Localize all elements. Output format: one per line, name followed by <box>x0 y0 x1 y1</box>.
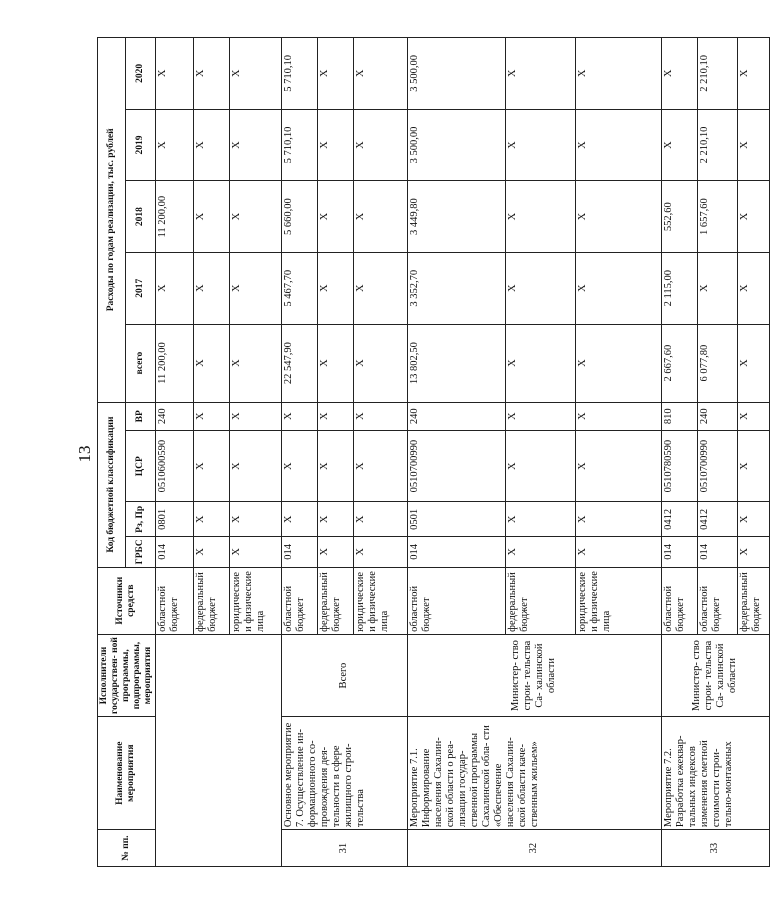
header-2019: 2019 <box>125 109 155 181</box>
value-grbs: 014 <box>661 537 697 567</box>
value-y2020: Х <box>155 38 193 110</box>
table-row <box>407 38 505 867</box>
value-grbs: Х <box>575 537 661 567</box>
value-grbs: Х <box>737 537 769 567</box>
value-y2017: 3 352,70 <box>407 252 505 324</box>
continuation-blank <box>155 634 281 866</box>
value-csr: Х <box>229 430 281 502</box>
value-y2019: Х <box>193 109 229 181</box>
value-total: Х <box>505 324 575 402</box>
source-cell: юридические и физические лица <box>353 567 407 634</box>
value-csr: Х <box>737 430 769 502</box>
value-vr: Х <box>737 402 769 430</box>
value-total: 6 077,80 <box>697 324 737 402</box>
executor-cell: Министер- ство строи- тельства Са- халинской области <box>407 634 661 716</box>
value-vr: Х <box>193 402 229 430</box>
value-total: Х <box>229 324 281 402</box>
value-total: 11 200,00 <box>155 324 193 402</box>
table-row <box>155 38 193 867</box>
value-y2018: Х <box>737 181 769 253</box>
source-cell: федеральный бюджет <box>737 567 769 634</box>
value-rzpr: 0412 <box>697 502 737 537</box>
source-cell: областной бюджет <box>661 567 697 634</box>
value-csr: 0510780590 <box>661 430 697 502</box>
value-y2020: Х <box>575 38 661 110</box>
budget-table <box>97 37 770 867</box>
value-rzpr: Х <box>281 502 317 537</box>
source-cell: областной бюджет <box>281 567 317 634</box>
header-2018: 2018 <box>125 181 155 253</box>
value-y2019: Х <box>317 109 353 181</box>
executor-cell: Министер- ство строи- тельства Са- халинской области <box>661 634 769 716</box>
source-cell: областной бюджет <box>407 567 505 634</box>
header-2020: 2020 <box>125 38 155 110</box>
value-y2018: Х <box>317 181 353 253</box>
measure-name: Мероприятие 7.1. Информирование населения Сахалин- ской области о реа- лизации государ- ственной программы Сахалинской обла- сти «Обеспечение населения Сахалин- ской области каче- ственным жильем» <box>407 717 661 830</box>
value-y2017: Х <box>575 252 661 324</box>
header-grbs: ГРБС <box>125 537 155 567</box>
value-csr: Х <box>353 430 407 502</box>
value-y2019: Х <box>155 109 193 181</box>
value-y2019: Х <box>353 109 407 181</box>
value-y2020: 3 500,00 <box>407 38 505 110</box>
header-executor: Исполнители государствен- ной программы, подпрограммы, мероприятия <box>98 634 156 716</box>
value-y2017: Х <box>697 252 737 324</box>
value-y2018: 1 657,60 <box>697 181 737 253</box>
value-vr: 810 <box>661 402 697 430</box>
value-rzpr: 0501 <box>407 502 505 537</box>
value-y2019: 3 500,00 <box>407 109 505 181</box>
value-y2019: 5 710,10 <box>281 109 317 181</box>
value-rzpr: 0412 <box>661 502 697 537</box>
value-csr: Х <box>505 430 575 502</box>
value-total: 2 667,60 <box>661 324 697 402</box>
value-grbs: 014 <box>281 537 317 567</box>
measure-name: Основное мероприятие 7. Осуществление ин- формационного со- провождения дея- тельности в сфере жилищного строи- тельства <box>281 717 407 830</box>
table-row <box>281 38 317 867</box>
value-csr: Х <box>575 430 661 502</box>
value-vr: 240 <box>697 402 737 430</box>
value-rzpr: Х <box>505 502 575 537</box>
value-y2018: Х <box>353 181 407 253</box>
value-grbs: Х <box>505 537 575 567</box>
value-y2018: Х <box>575 181 661 253</box>
value-y2020: 2 210,10 <box>697 38 737 110</box>
table-row <box>661 38 697 867</box>
measure-name: Мероприятие 7.2. Разработка ежеквар- тальных индексов изменения сметной стоимости строи- тельно-монтажных <box>661 717 769 830</box>
value-grbs: 014 <box>697 537 737 567</box>
header-total: всего <box>125 324 155 402</box>
value-y2017: 5 467,70 <box>281 252 317 324</box>
value-y2020: Х <box>661 38 697 110</box>
rotated-page <box>97 37 762 867</box>
value-vr: Х <box>317 402 353 430</box>
header-source: Источники средств <box>98 567 156 634</box>
value-vr: Х <box>229 402 281 430</box>
value-grbs: 014 <box>407 537 505 567</box>
value-y2017: Х <box>229 252 281 324</box>
header-budget-code: Код бюджетной классификации <box>98 402 126 567</box>
value-y2017: Х <box>737 252 769 324</box>
value-y2017: Х <box>155 252 193 324</box>
header-2017: 2017 <box>125 252 155 324</box>
value-y2020: Х <box>193 38 229 110</box>
source-cell: юридические и физические лица <box>229 567 281 634</box>
value-y2018: Х <box>505 181 575 253</box>
value-vr: Х <box>505 402 575 430</box>
value-y2020: Х <box>353 38 407 110</box>
value-total: Х <box>193 324 229 402</box>
source-cell: федеральный бюджет <box>505 567 575 634</box>
value-y2017: 2 115,00 <box>661 252 697 324</box>
value-y2020: 5 710,10 <box>281 38 317 110</box>
value-y2019: Х <box>737 109 769 181</box>
value-y2018: 11 200,00 <box>155 181 193 253</box>
value-total: Х <box>353 324 407 402</box>
value-rzpr: Х <box>575 502 661 537</box>
page-number: 13 <box>75 445 94 463</box>
value-rzpr: Х <box>737 502 769 537</box>
value-total: 13 802,50 <box>407 324 505 402</box>
value-y2019: Х <box>229 109 281 181</box>
value-vr: 240 <box>155 402 193 430</box>
source-cell: областной бюджет <box>697 567 737 634</box>
value-csr: 0510700990 <box>697 430 737 502</box>
value-y2017: Х <box>193 252 229 324</box>
value-total: 22 547,90 <box>281 324 317 402</box>
value-y2019: 2 210,10 <box>697 109 737 181</box>
header-name: Наименование мероприятия <box>98 717 156 830</box>
header-no: № пп. <box>98 830 156 867</box>
row-number: 31 <box>281 830 407 867</box>
header-row <box>98 38 126 867</box>
value-vr: 240 <box>407 402 505 430</box>
value-csr: 0510600590 <box>155 430 193 502</box>
value-y2018: 3 449,80 <box>407 181 505 253</box>
value-y2018: 552,60 <box>661 181 697 253</box>
source-cell: федеральный бюджет <box>193 567 229 634</box>
value-y2017: Х <box>505 252 575 324</box>
value-grbs: Х <box>317 537 353 567</box>
source-cell: юридические и физические лица <box>575 567 661 634</box>
header-rzpr: Рз, Пр <box>125 502 155 537</box>
value-y2020: Х <box>505 38 575 110</box>
value-csr: Х <box>281 430 317 502</box>
header-expenses: Расходы по годам реализации, тыс. рублей <box>98 38 126 403</box>
value-y2017: Х <box>353 252 407 324</box>
value-y2020: Х <box>229 38 281 110</box>
executor-cell: Всего <box>281 634 407 716</box>
value-grbs: 014 <box>155 537 193 567</box>
header-csr: ЦСР <box>125 430 155 502</box>
value-total: Х <box>575 324 661 402</box>
header-vr: ВР <box>125 402 155 430</box>
value-csr: Х <box>193 430 229 502</box>
value-y2019: Х <box>575 109 661 181</box>
value-rzpr: Х <box>317 502 353 537</box>
value-grbs: Х <box>229 537 281 567</box>
value-y2018: Х <box>229 181 281 253</box>
value-y2018: 5 660,00 <box>281 181 317 253</box>
value-csr: 0510700990 <box>407 430 505 502</box>
value-y2017: Х <box>317 252 353 324</box>
value-rzpr: Х <box>229 502 281 537</box>
row-number: 32 <box>407 830 661 867</box>
value-grbs: Х <box>193 537 229 567</box>
value-rzpr: 0801 <box>155 502 193 537</box>
value-vr: Х <box>575 402 661 430</box>
value-y2020: Х <box>317 38 353 110</box>
value-y2018: Х <box>193 181 229 253</box>
value-total: Х <box>737 324 769 402</box>
value-rzpr: Х <box>353 502 407 537</box>
row-number: 33 <box>661 830 769 867</box>
value-csr: Х <box>317 430 353 502</box>
value-y2019: Х <box>661 109 697 181</box>
value-y2020: Х <box>737 38 769 110</box>
source-cell: федеральный бюджет <box>317 567 353 634</box>
value-vr: Х <box>353 402 407 430</box>
value-rzpr: Х <box>193 502 229 537</box>
source-cell: областной бюджет <box>155 567 193 634</box>
value-total: Х <box>317 324 353 402</box>
value-grbs: Х <box>353 537 407 567</box>
value-y2019: Х <box>505 109 575 181</box>
value-vr: Х <box>281 402 317 430</box>
